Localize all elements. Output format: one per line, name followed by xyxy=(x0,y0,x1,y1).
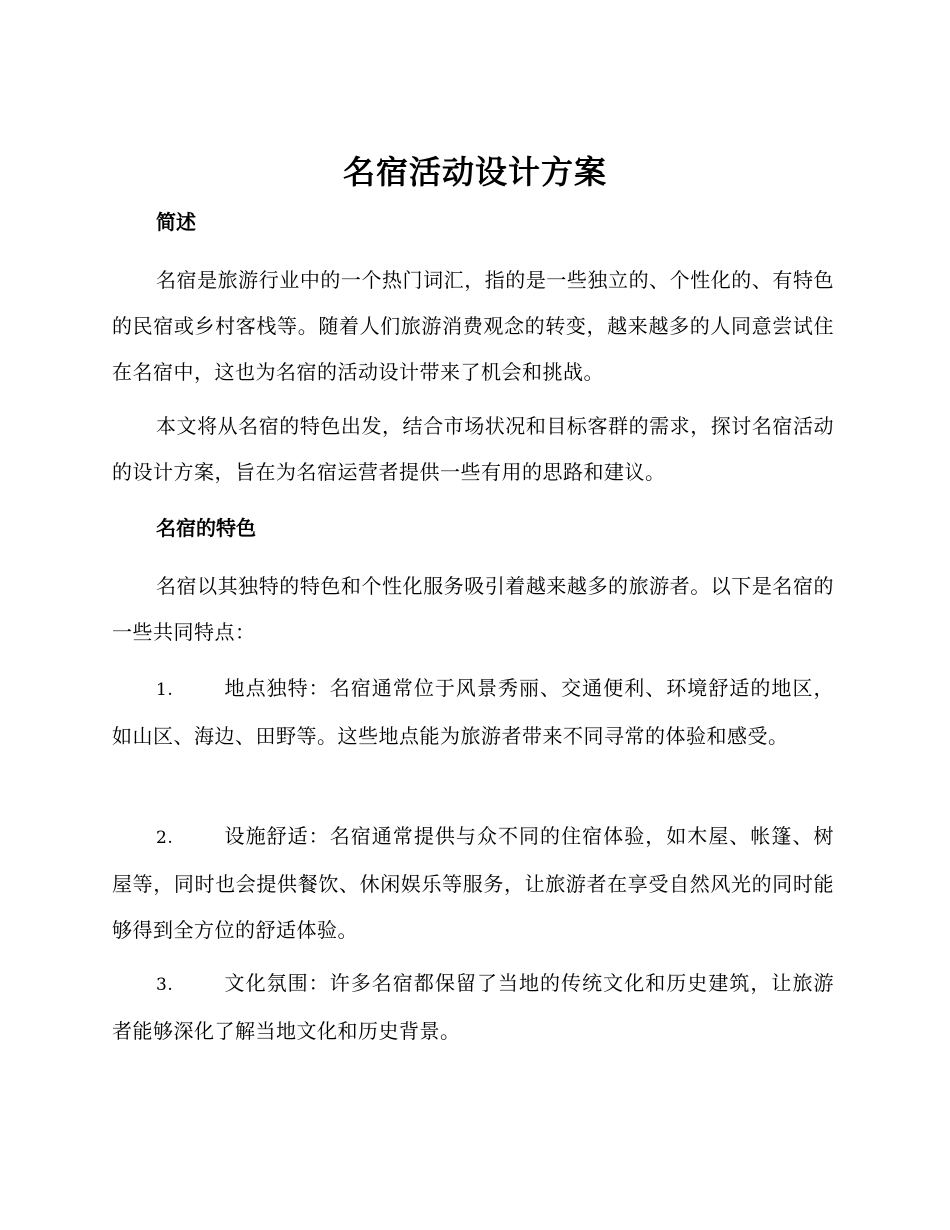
list-item-number: 2. xyxy=(156,828,174,848)
paragraph-overview-2: 本文将从名宿的特色出发，结合市场状况和目标客群的需求，探讨名宿活动的设计方案，旨在为名宿运营者提供一些有用的思路和建议。 xyxy=(112,414,834,484)
list-item-text: 地点独特：名宿通常位于风景秀丽、交通便利、环境舒适的地区，如山区、海边、田野等。这些地点能为旅游者带来不同寻常的体验和感受。 xyxy=(112,676,834,748)
paragraph-features-intro: 名宿以其独特的特色和个性化服务吸引着越来越多的旅游者。以下是名宿的一些共同特点： xyxy=(112,574,834,644)
list-item xyxy=(112,813,834,953)
paragraph-overview-1: 名宿是旅游行业中的一个热门词汇，指的是一些独立的、个性化的、有特色的民宿或乡村客栈等。随着人们旅游消费观念的转变，越来越多的人同意尝试住在名宿中，这也为名宿的活动设计带来了机会和挑战。 xyxy=(112,268,834,384)
list-item xyxy=(112,960,834,1054)
document-title: 名宿活动设计方案 xyxy=(342,153,607,191)
list-item-text: 文化氛围：许多名宿都保留了当地的传统文化和历史建筑，让旅游者能够深化了解当地文化和历史背景。 xyxy=(112,971,834,1043)
list-item-text: 设施舒适：名宿通常提供与众不同的住宿体验，如木屋、帐篷、树屋等，同时也会提供餐饮、休闲娱乐等服务，让旅游者在享受自然风光的同时能够得到全方位的舒适体验。 xyxy=(112,824,834,942)
list-item-number: 1. xyxy=(156,680,174,700)
list-item-number: 3. xyxy=(156,975,174,995)
section-heading-features: 名宿的特色 xyxy=(156,516,256,540)
section-heading-overview: 简述 xyxy=(156,210,196,234)
list-item xyxy=(112,665,834,759)
